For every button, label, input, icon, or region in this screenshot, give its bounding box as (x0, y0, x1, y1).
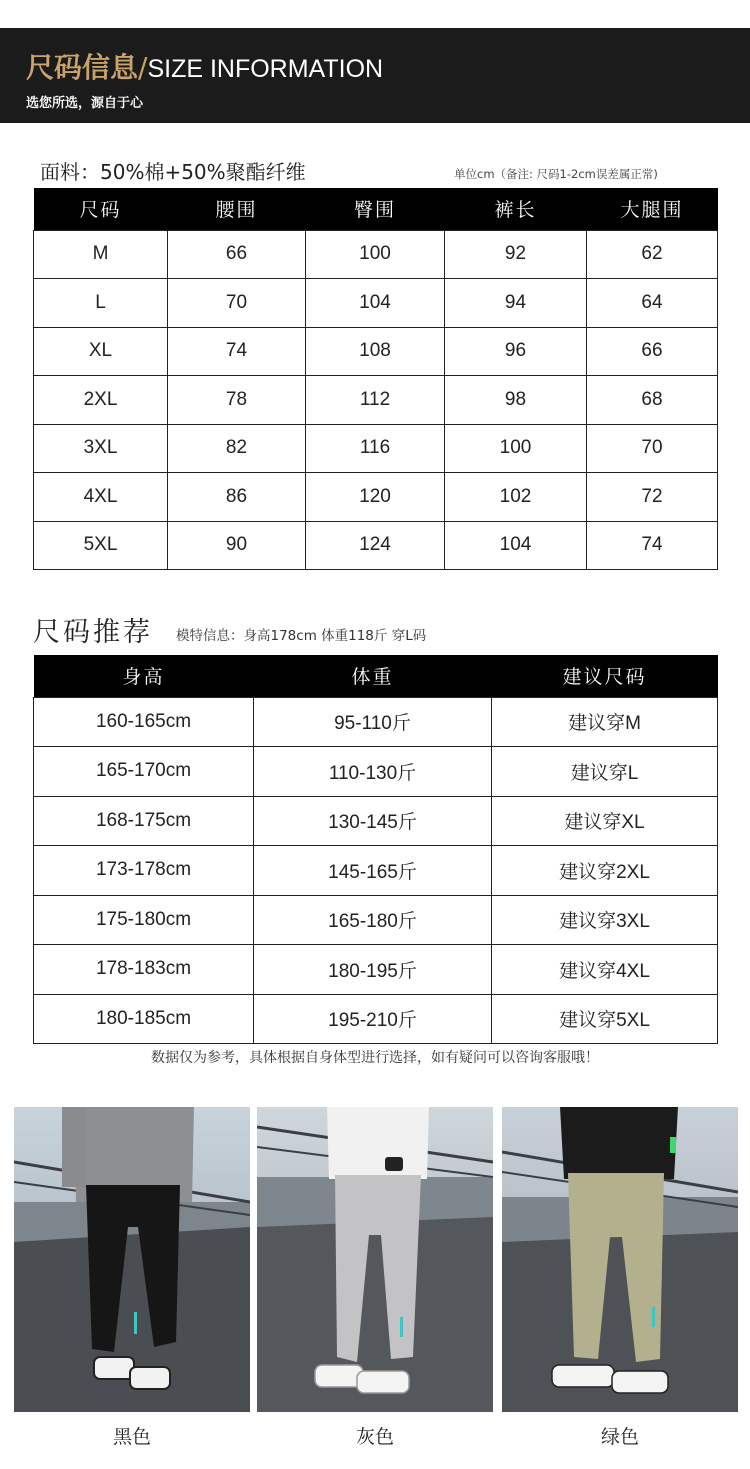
table-row (34, 945, 718, 995)
size-header-thigh: 大腿围 (587, 188, 718, 230)
table-cell: 74 (587, 521, 718, 570)
table-row (34, 796, 718, 846)
color-caption-black: 黑色 (112, 1426, 151, 1448)
model-info: 模特信息：身高178cm 体重118斤 穿L码 (176, 628, 427, 644)
table-cell: 70 (587, 424, 718, 473)
table-cell: L (34, 279, 168, 328)
product-photo-green (502, 1107, 738, 1412)
table-cell: 110-130斤 (254, 747, 492, 797)
table-cell: 建议穿4XL (492, 945, 718, 995)
disclaimer-text: 数据仅为参考，具体根据自身体型进行选择，如有疑问可以咨询客服哦！ (151, 1050, 599, 1066)
table-row (34, 521, 718, 570)
recommend-table-header-row (34, 655, 718, 697)
table-cell: 64 (587, 279, 718, 328)
table-cell: 180-185cm (34, 994, 254, 1044)
table-cell: 74 (168, 327, 306, 376)
fabric-info: 面料：50%棉+50%聚酯纤维 (40, 160, 306, 184)
table-cell: 建议穿3XL (492, 895, 718, 945)
photo-illustration (14, 1107, 250, 1412)
size-header-waist: 腰围 (168, 188, 306, 230)
title-cn: 尺码信息 (26, 51, 139, 84)
table-cell: 建议穿M (492, 697, 718, 747)
table-cell: 98 (445, 376, 587, 425)
table-cell: 66 (587, 327, 718, 376)
table-cell: 3XL (34, 424, 168, 473)
color-caption-gray: 灰色 (355, 1426, 394, 1448)
title-en: SIZE INFORMATION (147, 55, 384, 83)
table-cell: 104 (306, 279, 445, 328)
color-caption-green: 绿色 (600, 1426, 639, 1448)
table-cell: 4XL (34, 473, 168, 522)
table-cell: 72 (587, 473, 718, 522)
table-cell: 178-183cm (34, 945, 254, 995)
table-row (34, 895, 718, 945)
table-row (34, 473, 718, 522)
table-cell: 124 (306, 521, 445, 570)
rec-header-height: 身高 (34, 655, 254, 697)
table-cell: 165-180斤 (254, 895, 492, 945)
rec-header-size: 建议尺码 (492, 655, 718, 697)
table-cell: 建议穿5XL (492, 994, 718, 1044)
table-cell: XL (34, 327, 168, 376)
table-cell: 168-175cm (34, 796, 254, 846)
size-header-length: 裤长 (445, 188, 587, 230)
table-cell: 70 (168, 279, 306, 328)
photo-illustration (257, 1107, 493, 1412)
table-row (34, 279, 718, 328)
table-cell: 66 (168, 230, 306, 279)
table-cell: M (34, 230, 168, 279)
table-row (34, 994, 718, 1044)
table-cell: 120 (306, 473, 445, 522)
table-cell: 102 (445, 473, 587, 522)
header-banner (0, 28, 750, 123)
size-header-hip: 臀围 (306, 188, 445, 230)
table-cell: 68 (587, 376, 718, 425)
unit-note: 单位cm（备注: 尺码1-2cm误差属正常) (454, 167, 658, 181)
table-cell: 100 (306, 230, 445, 279)
table-cell: 108 (306, 327, 445, 376)
table-cell: 95-110斤 (254, 697, 492, 747)
table-cell: 145-165斤 (254, 846, 492, 896)
table-cell: 180-195斤 (254, 945, 492, 995)
product-photo-black (14, 1107, 250, 1412)
size-table (33, 188, 718, 570)
table-row (34, 424, 718, 473)
header-subtitle: 选您所选，源自于心 (26, 96, 144, 111)
table-cell: 92 (445, 230, 587, 279)
table-row (34, 697, 718, 747)
table-cell: 94 (445, 279, 587, 328)
table-cell: 173-178cm (34, 846, 254, 896)
recommend-table (33, 655, 718, 1044)
table-cell: 2XL (34, 376, 168, 425)
table-cell: 195-210斤 (254, 994, 492, 1044)
table-cell: 78 (168, 376, 306, 425)
table-cell: 62 (587, 230, 718, 279)
table-cell: 100 (445, 424, 587, 473)
table-cell: 建议穿L (492, 747, 718, 797)
table-row (34, 327, 718, 376)
table-cell: 160-165cm (34, 697, 254, 747)
table-cell: 175-180cm (34, 895, 254, 945)
table-row (34, 376, 718, 425)
table-cell: 建议穿2XL (492, 846, 718, 896)
recommend-title: 尺码推荐 (33, 617, 153, 648)
table-cell: 130-145斤 (254, 796, 492, 846)
table-cell: 165-170cm (34, 747, 254, 797)
product-photo-gray (257, 1107, 493, 1412)
table-cell: 建议穿XL (492, 796, 718, 846)
rec-header-weight: 体重 (254, 655, 492, 697)
table-cell: 104 (445, 521, 587, 570)
table-cell: 116 (306, 424, 445, 473)
table-row (34, 230, 718, 279)
page-title (26, 46, 383, 86)
photo-illustration (502, 1107, 738, 1412)
title-slash: / (138, 51, 148, 84)
table-row (34, 747, 718, 797)
table-cell: 90 (168, 521, 306, 570)
table-cell: 96 (445, 327, 587, 376)
table-cell: 5XL (34, 521, 168, 570)
table-cell: 86 (168, 473, 306, 522)
size-header-size: 尺码 (34, 188, 168, 230)
table-cell: 82 (168, 424, 306, 473)
size-table-header-row (34, 188, 718, 230)
table-cell: 112 (306, 376, 445, 425)
table-row (34, 846, 718, 896)
